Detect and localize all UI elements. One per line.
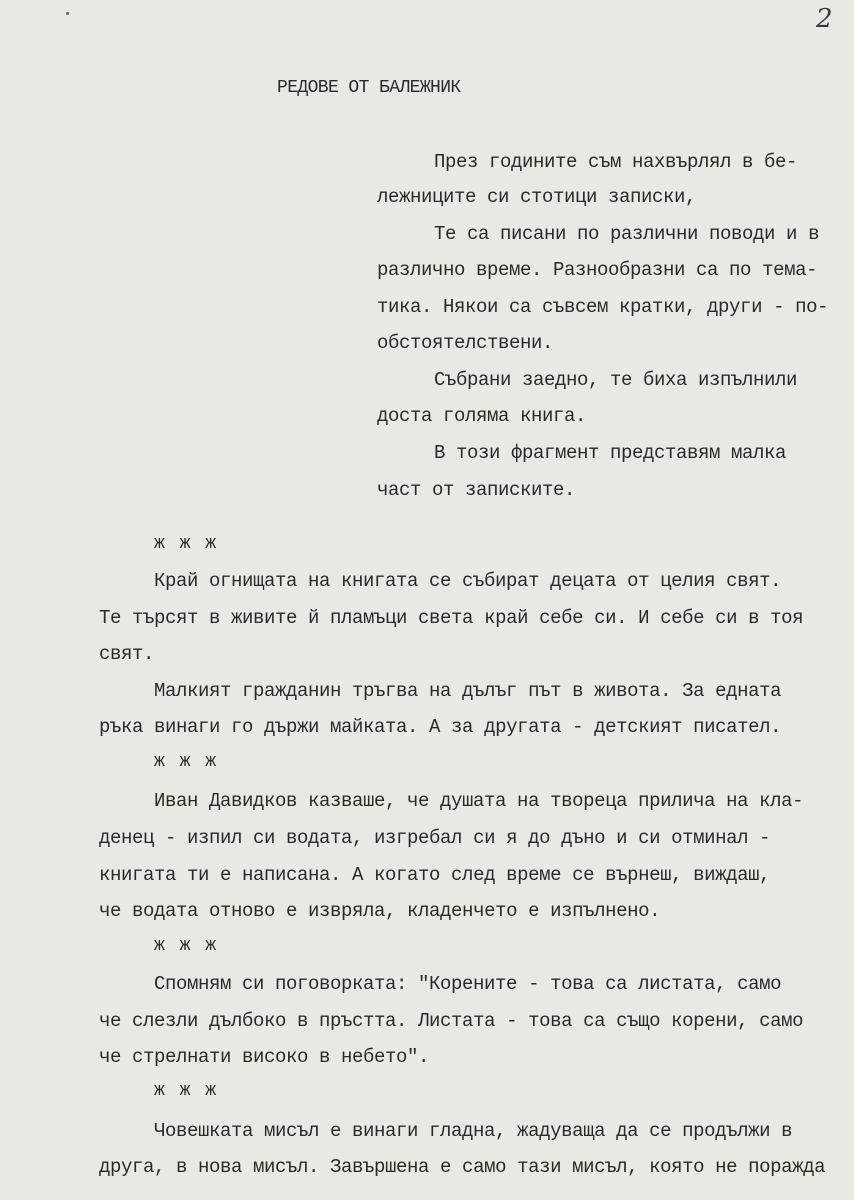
body-line: свят. — [99, 643, 155, 665]
body-line: Те търсят в живите й пламъци света край себе си. И себе си в тоя — [99, 607, 804, 629]
intro-line: обстоятелствени. — [377, 332, 554, 354]
document-title: РЕДОВЕ ОТ БАЛЕЖНИК — [277, 78, 461, 98]
page-number: 2 — [816, 4, 833, 34]
body-line: Край огнищата на книгата се събират децата от целия свят. — [154, 570, 782, 592]
body-line: че слезли дълбоко в пръстта. Листата - това са също корени, само — [99, 1010, 804, 1032]
body-line: че стрелнати високо в небето". — [99, 1046, 430, 1068]
section-separator: ж ж ж — [154, 936, 219, 956]
intro-line: различно време. Разнообразни са по тема- — [377, 259, 818, 281]
body-line: книгата ти е написана. А когато след време се върнеш, виждаш, — [99, 864, 771, 886]
paper-speck — [66, 12, 69, 15]
body-line: Човешката мисъл е винаги гладна, жадуваща да се продължи в — [154, 1120, 793, 1142]
intro-line: тика. Някои са съвсем кратки, други - по- — [377, 296, 829, 318]
section-separator: ж ж ж — [154, 1081, 219, 1101]
intro-line: доста голяма книга. — [377, 405, 587, 427]
body-line: Спомням си поговорката: "Корените - това са листата, само — [154, 973, 782, 995]
body-line: че водата отново е извряла, кладенчето е изпълнено. — [99, 900, 661, 922]
body-line: Малкият гражданин тръгва на дълъг път в живота. За едната — [154, 680, 782, 702]
body-line: денец - изпил си водата, изгребал си я до дъно и си отминал - — [99, 827, 771, 849]
intro-line: лежниците си стотици записки, — [377, 186, 697, 208]
section-separator: ж ж ж — [154, 534, 219, 554]
intro-line: част от записките. — [377, 479, 576, 501]
body-line: Иван Давидков казваше, че душата на твореца прилича на кла- — [154, 790, 804, 812]
intro-line: В този фрагмент представям малка — [434, 442, 787, 464]
intro-line: Те са писани по различни поводи и в — [434, 223, 820, 245]
body-line: друга, в нова мисъл. Завършена е само тази мисъл, която не поражда — [99, 1156, 826, 1178]
section-separator: ж ж ж — [154, 752, 219, 772]
intro-line: През годините съм нахвърлял в бе- — [434, 151, 798, 173]
body-line: ръка винаги го държи майката. А за другата - детският писател. — [99, 716, 782, 738]
intro-line: Събрани заедно, те биха изпълнили — [434, 369, 798, 391]
